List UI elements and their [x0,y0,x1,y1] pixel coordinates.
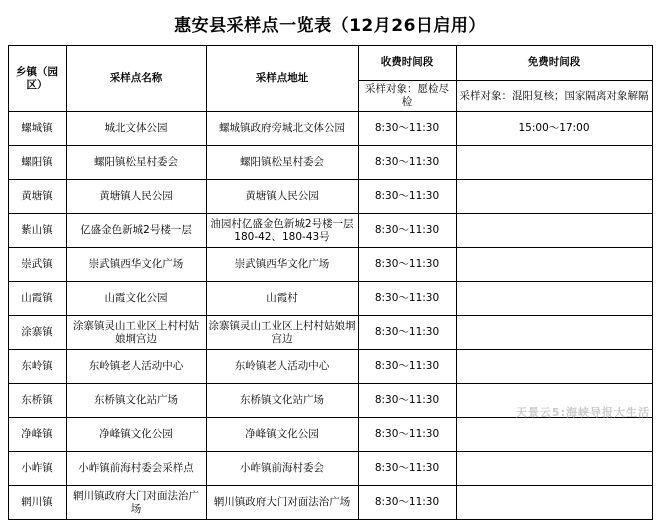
cell-paid-time: 8:30～11:30 [358,486,456,520]
cell-name: 城北文体公园 [66,112,206,146]
table-row [8,350,652,384]
page-title: 惠安县采样点一览表（12月26日启用） [174,16,486,36]
table-row [8,248,652,282]
cell-free-time [456,384,652,418]
cell-free-time [456,452,652,486]
cell-free-time [456,486,652,520]
cell-address: 螺城镇政府旁城北文体公园 [206,112,358,146]
cell-address: 小岞镇前海村委会 [206,452,358,486]
table-row [8,418,652,452]
cell-town: 净峰镇 [8,418,66,452]
cell-address: 螺阳镇松星村委会 [206,146,358,180]
cell-free-time [456,146,652,180]
cell-town: 螺阳镇 [8,146,66,180]
cell-paid-time: 8:30～11:30 [358,248,456,282]
cell-address: 涂寨镇灵山工业区上村村姑娘埛宫边 [206,316,358,350]
cell-name: 亿盛金色新城2号楼一层 [66,214,206,248]
cell-name: 螺阳镇松星村委会 [66,146,206,180]
header-name: 采样点名称 [66,46,206,112]
cell-town: 崇武镇 [8,248,66,282]
cell-address: 崇武镇西华文化广场 [206,248,358,282]
header-paid-group: 收费时间段 [358,46,456,81]
cell-paid-time: 8:30～11:30 [358,180,456,214]
cell-free-time: 15:00～17:00 [456,112,652,146]
header-free-group: 免费时间段 [456,46,652,81]
table-row [8,180,652,214]
cell-town: 涂寨镇 [8,316,66,350]
cell-free-time [456,180,652,214]
cell-name: 东岭镇老人活动中心 [66,350,206,384]
cell-paid-time: 8:30～11:30 [358,112,456,146]
cell-town: 辋川镇 [8,486,66,520]
cell-town: 东桥镇 [8,384,66,418]
cell-name: 崇武镇西华文化广场 [66,248,206,282]
cell-free-time [456,248,652,282]
cell-town: 东岭镇 [8,350,66,384]
cell-name: 小岞镇前海村委会采样点 [66,452,206,486]
table-row [8,146,652,180]
cell-name: 黄塘镇人民公园 [66,180,206,214]
cell-town: 紫山镇 [8,214,66,248]
cell-paid-time: 8:30～11:30 [358,282,456,316]
cell-address: 黄塘镇人民公园 [206,180,358,214]
table-row [8,112,652,146]
cell-paid-time: 8:30～11:30 [358,350,456,384]
header-paid-subject: 采样对象：愿检尽检 [358,81,456,112]
table-header [8,46,652,112]
cell-free-time [456,350,652,384]
cell-address: 净峰镇文化公园 [206,418,358,452]
sampling-points-table [8,45,653,520]
cell-town: 小岞镇 [8,452,66,486]
cell-town: 螺城镇 [8,112,66,146]
cell-paid-time: 8:30～11:30 [358,452,456,486]
cell-name: 涂寨镇灵山工业区上村村姑娘埛宫边 [66,316,206,350]
cell-town: 山霞镇 [8,282,66,316]
cell-paid-time: 8:30～11:30 [358,316,456,350]
header-free-subject: 采样对象：混阳复核；国家隔离对象解隔 [456,81,652,112]
cell-address: 东岭镇老人活动中心 [206,350,358,384]
cell-free-time [456,282,652,316]
table-body [8,112,652,520]
cell-paid-time: 8:30～11:30 [358,146,456,180]
table-row [8,452,652,486]
cell-name: 辋川镇政府大门对面法治广场 [66,486,206,520]
cell-paid-time: 8:30～11:30 [358,384,456,418]
cell-free-time [456,214,652,248]
cell-address: 山霞村 [206,282,358,316]
cell-name: 东桥镇文化站广场 [66,384,206,418]
cell-free-time [456,418,652,452]
header-town: 乡镇（园区） [8,46,66,112]
cell-paid-time: 8:30～11:30 [358,214,456,248]
cell-town: 黄塘镇 [8,180,66,214]
cell-address: 东桥镇文化站广场 [206,384,358,418]
table-row [8,384,652,418]
table-row [8,282,652,316]
cell-paid-time: 8:30～11:30 [358,418,456,452]
cell-address: 辋川镇政府大门对面法治广场 [206,486,358,520]
cell-name: 净峰镇文化公园 [66,418,206,452]
cell-address: 油园村亿盛金色新城2号楼一层180-42、180-43号 [206,214,358,248]
watermark-text: 天景云5:海峡导报大生活 [515,406,650,419]
header-address: 采样点地址 [206,46,358,112]
table-row [8,214,652,248]
table-row [8,316,652,350]
table-row [8,486,652,520]
cell-free-time [456,316,652,350]
cell-name: 山霞文化公园 [66,282,206,316]
